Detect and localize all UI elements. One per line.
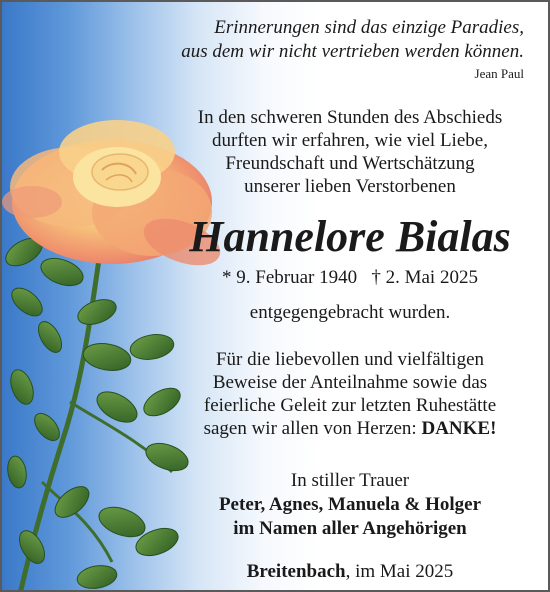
birth-date: * 9. Februar 1940 [222,267,358,288]
thanks-line: feierliche Geleit zur letzten Ruhestätte [203,395,497,416]
life-dates [152,266,548,289]
deceased-name: Hannelore Bialas [189,212,511,261]
intro-line: unserer lieben Verstorbenen [244,176,456,197]
intro-line: In den schweren Stunden des Abschieds [197,107,503,128]
place-date [152,560,548,583]
quote-author: Jean Paul [474,66,524,81]
quote-line: Erinnerungen sind das einzige Paradies, [214,17,524,38]
quote-line: aus dem wir nicht vertrieben werden können. [181,41,524,62]
thanks-line: Für die liebevollen und vielfältigen [215,349,485,370]
death-date: † 2. Mai 2025 [371,267,478,288]
mourner-names: Peter, Agnes, Manuela & Holger [218,494,482,515]
place-town: Breitenbach [246,561,346,582]
intro-line: Freundschaft und Wertschätzung [225,153,475,174]
mourning-intro: In stiller Trauer [290,470,410,491]
thanks-text [152,348,548,440]
thanks-line: Beweise der Anteilnahme sowie das [212,372,488,393]
place-date-text: , im Mai 2025 [345,561,454,582]
mourners [152,493,548,541]
received-line: entgegengebracht wurden. [249,302,451,323]
thanks-line-final [152,417,548,440]
epigraph-quote [181,16,524,64]
thanks-emphasis: DANKE! [421,418,497,439]
intro-line: durften wir erfahren, wie viel Liebe, [212,130,488,151]
mourner-family: im Namen aller Angehörigen [233,518,467,539]
thanks-prefix: sagen wir allen von Herzen: [203,418,422,439]
intro-text [152,106,548,198]
